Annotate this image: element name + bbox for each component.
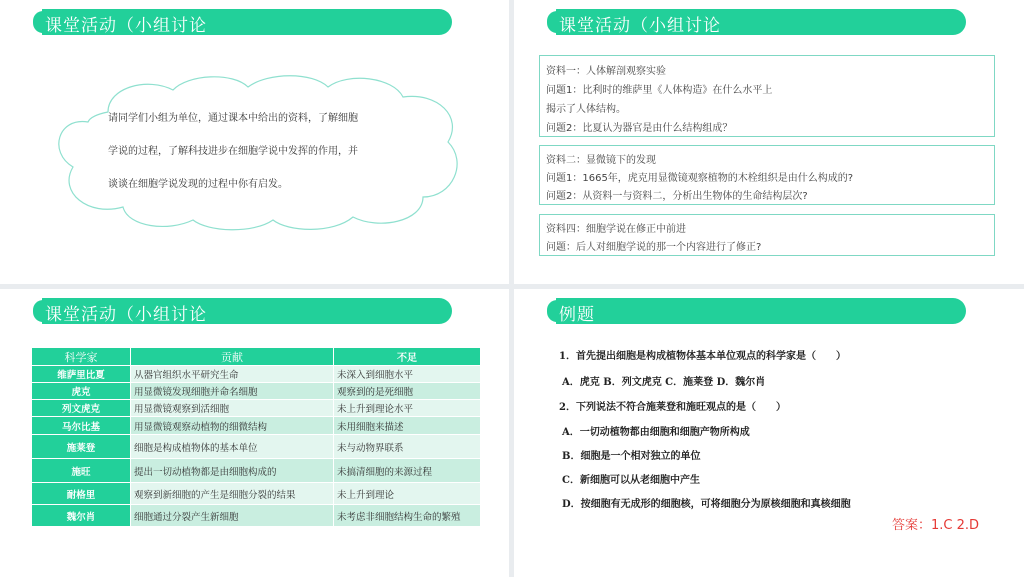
table-cell: 未上升到理论 [334,483,481,505]
slide-thumbnail-4[interactable] [514,289,1024,577]
table-cell: 耐格里 [32,483,131,505]
table-cell: 马尔比基 [32,417,131,435]
slide-title: 例题 [559,305,595,325]
table-cell: 虎克 [32,383,131,400]
table-row [32,435,481,459]
cloud-text [108,102,398,201]
cloud-line: 谈谈在细胞学说发现的过程中你有启发。 [108,179,288,190]
slide-title-bar [30,298,452,324]
table-cell: 未考虑非细胞结构生命的繁殖 [334,505,481,527]
table-cell: 用显微镜观察动植物的细微结构 [131,417,334,435]
question-2-option-d: D．按细胞有无成形的细胞核，可将细胞分为原核细胞和真核细胞 [562,499,851,510]
box-line: 问题：后人对细胞学说的那一个内容进行了修正? [546,242,762,253]
material-box-1 [539,55,995,137]
scientist-table [31,347,481,527]
box-line: 问题2：从资料一与资料二，分析出生物体的生命结构层次? [546,191,808,202]
box-line: 问题2：比夏认为器官是由什么结构组成？ [546,123,733,134]
box-line: 问题1：1665年，虎克用显微镜观察植物的木栓组织是由什么构成的? [546,173,854,184]
table-cell: 细胞是构成植物体的基本单位 [131,435,334,459]
slide-thumbnail-1[interactable] [0,0,509,284]
table-cell: 观察到新细胞的产生是细胞分裂的结果 [131,483,334,505]
table-row [32,459,481,483]
table-row [32,383,481,400]
table-row [32,400,481,417]
question-1: 1．首先提出细胞是构成植物体基本单位观点的科学家是（ ） [559,351,846,362]
table-cell: 细胞通过分裂产生新细胞 [131,505,334,527]
question-2-option-a: A．一切动植物都由细胞和细胞产物所构成 [562,427,750,438]
slide-title-bar [544,298,966,324]
question-2-option-c: C．新细胞可以从老细胞中产生 [562,475,700,486]
table-cell: 用显微镜发现细胞并命名细胞 [131,383,334,400]
slide-title: 课堂活动（小组讨论 [45,16,207,36]
slide-title: 课堂活动（小组讨论 [559,16,721,36]
slide-title-bar [544,9,966,35]
material-box-2 [539,145,995,205]
table-cell: 用显微镜观察到活细胞 [131,400,334,417]
table-cell: 提出一切动植物都是由细胞构成的 [131,459,334,483]
slide-title-bar [30,9,452,35]
table-cell: 未搞清细胞的来源过程 [334,459,481,483]
table-header-row [32,348,481,366]
table-cell: 从器官组织水平研究生命 [131,366,334,383]
material-box-3 [539,214,995,256]
cloud-line: 请同学们小组为单位，通过课本中给出的资料，了解细胞 [108,113,358,124]
table-cell: 维萨里比夏 [32,366,131,383]
table-cell: 观察到的是死细胞 [334,383,481,400]
box-line: 问题1：比利时的维萨里《人体构造》在什么水平上 [546,85,773,96]
table-cell: 未用细胞来描述 [334,417,481,435]
column-header: 贡献 [131,348,334,366]
slide-thumbnail-2[interactable] [514,0,1024,284]
table-cell: 未深入到细胞水平 [334,366,481,383]
column-header: 科学家 [32,348,131,366]
column-header: 不足 [334,348,481,366]
table-row [32,417,481,435]
table-cell: 魏尔肖 [32,505,131,527]
box-line: 资料二：显微镜下的发现 [546,155,656,166]
box-line: 资料一：人体解剖观察实验 [546,66,666,77]
table-row [32,366,481,383]
table-cell: 列文虎克 [32,400,131,417]
table-row [32,505,481,527]
box-line: 揭示了人体结构。 [546,104,626,115]
box-line: 资料四：细胞学说在修正中前进 [546,224,686,235]
answer-text: 答案：1.C 2.D [892,518,980,533]
question-2: 2．下列说法不符合施莱登和施旺观点的是（ ） [559,402,786,413]
slide-title: 课堂活动（小组讨论 [45,305,207,325]
slide-thumbnail-3[interactable] [0,289,509,577]
table-cell: 施莱登 [32,435,131,459]
question-1-options: A．虎克 B．列文虎克 C．施莱登 D．魏尔肖 [562,377,766,388]
table-row [32,483,481,505]
table-cell: 未与动物界联系 [334,435,481,459]
table-cell: 施旺 [32,459,131,483]
cloud-line: 学说的过程，了解科技进步在细胞学说中发挥的作用，并 [108,146,358,157]
question-2-option-b: B．细胞是一个相对独立的单位 [562,451,701,462]
table-cell: 未上升到理论水平 [334,400,481,417]
